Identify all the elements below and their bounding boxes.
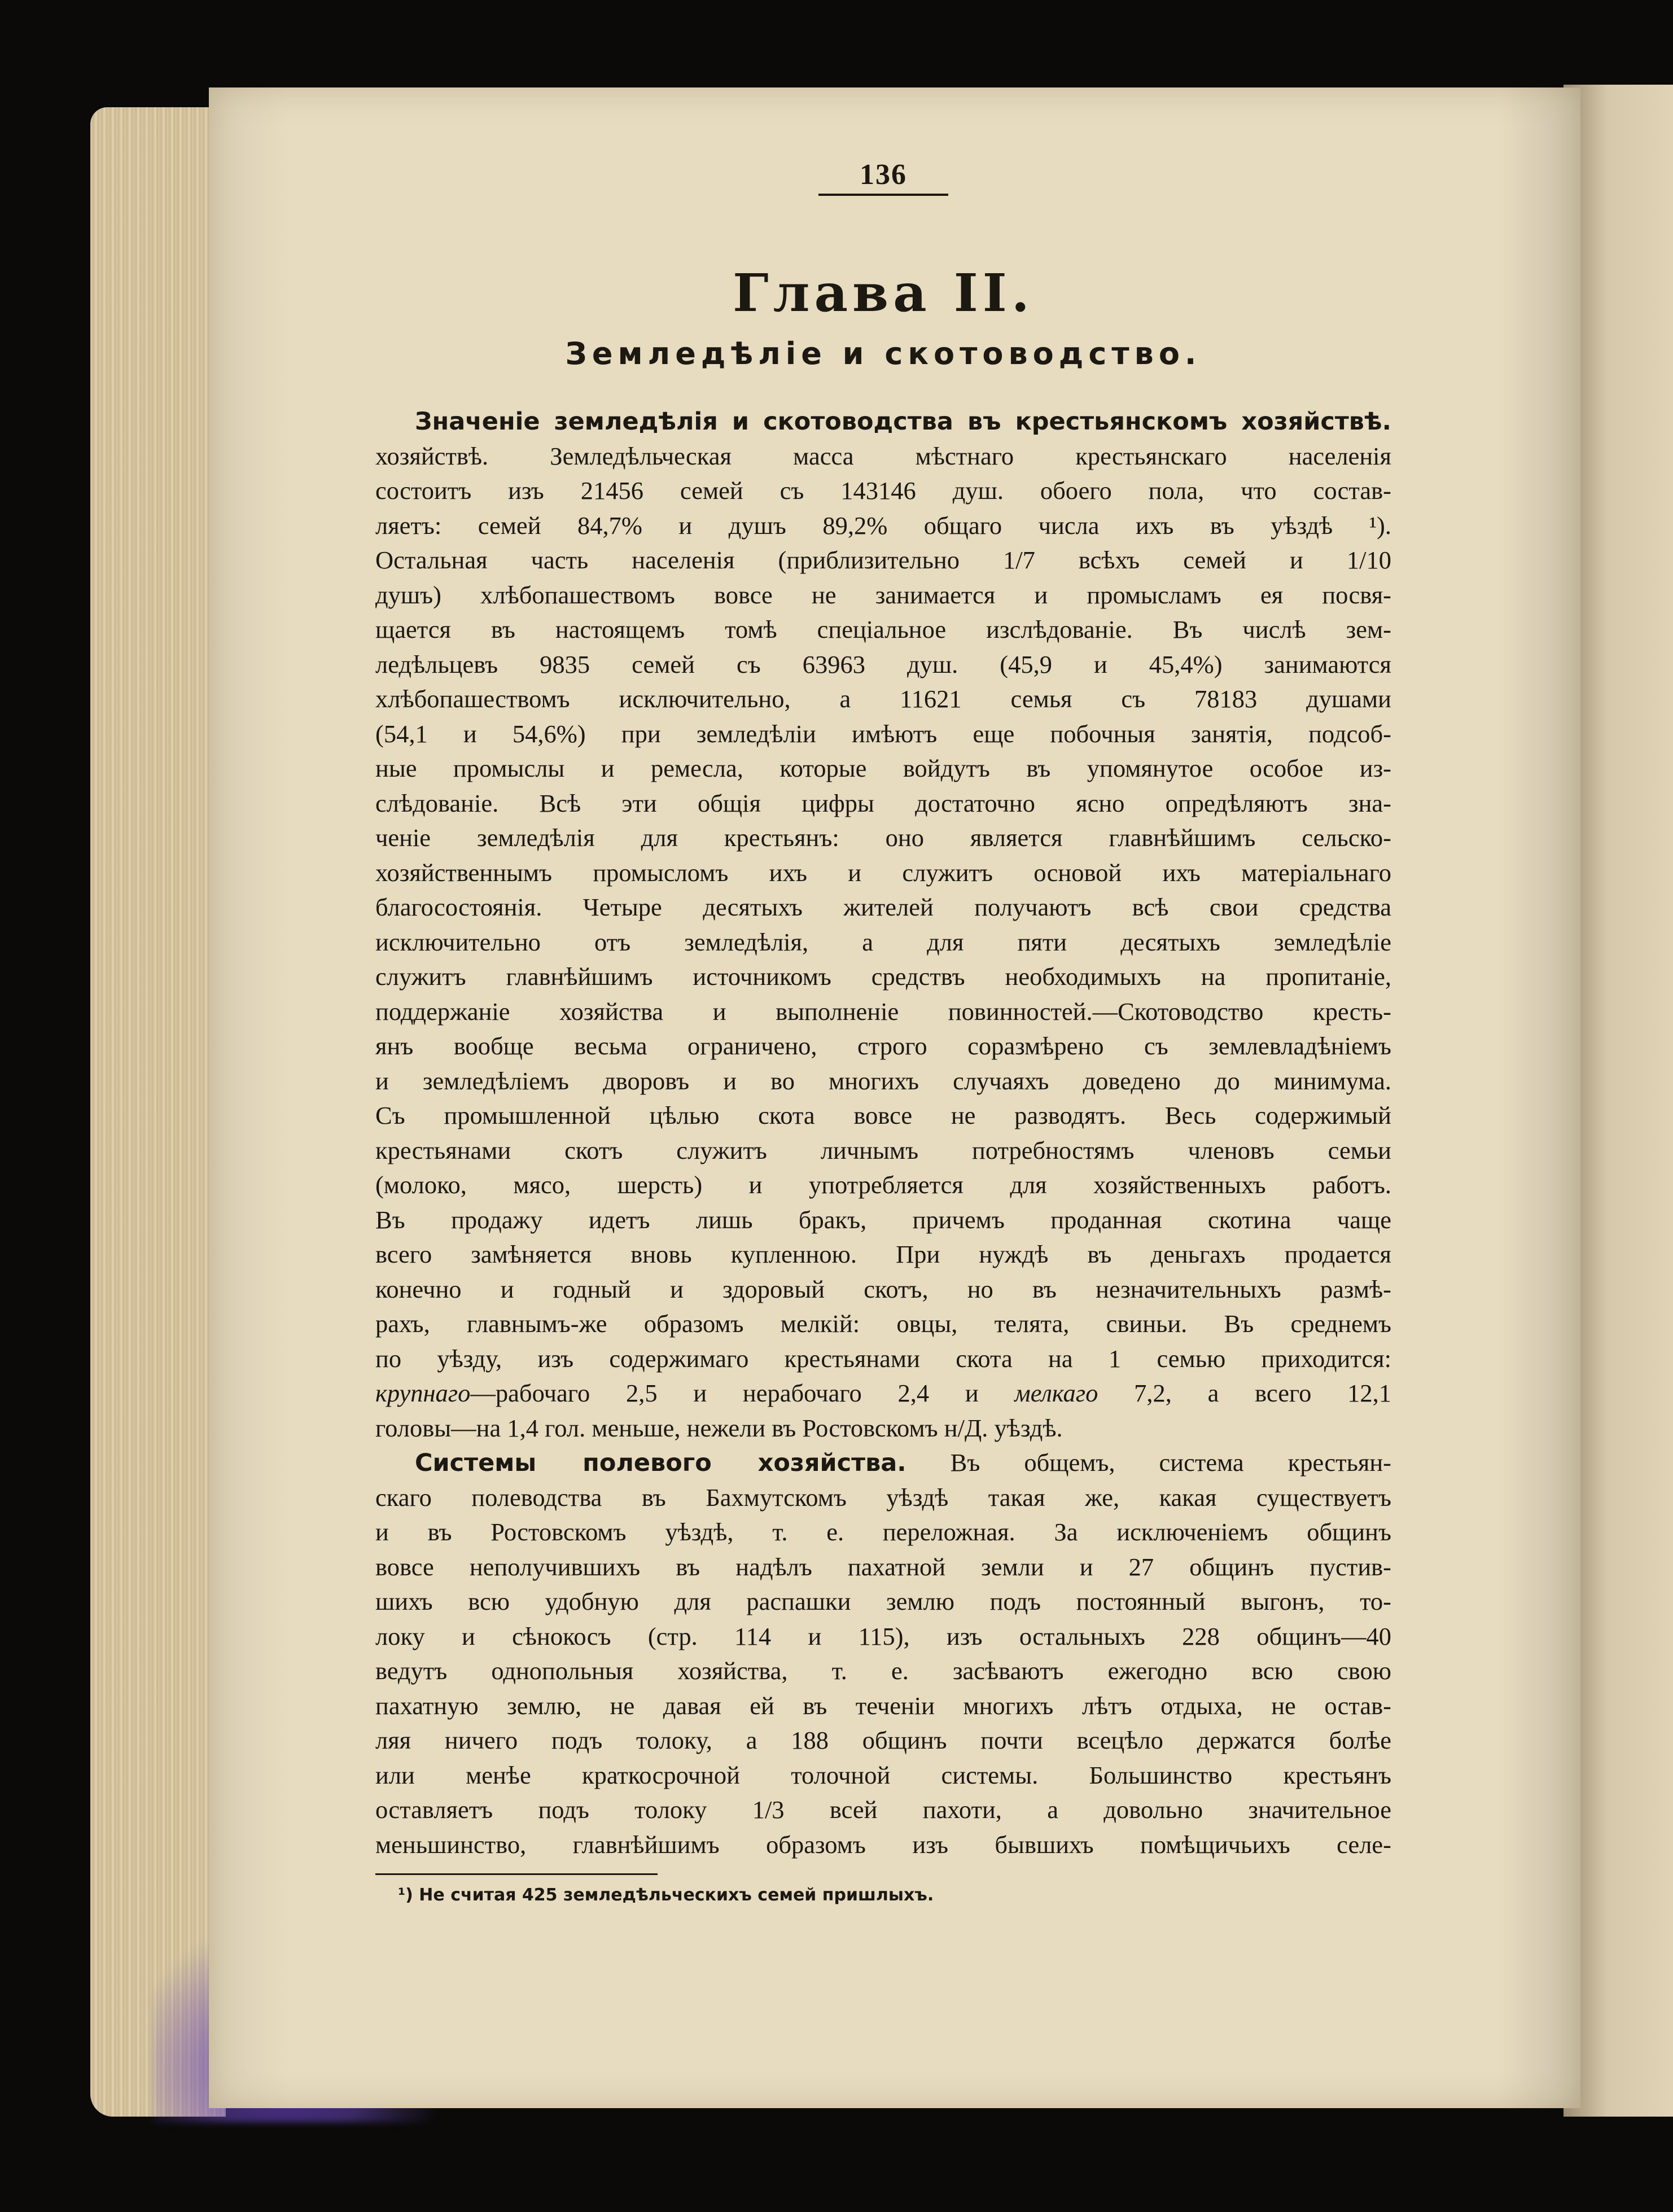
page-content [375,158,1391,1905]
text-line: ведутъ однопольныя хозяйства, т. е. засѣваютъ ежегодно всю свою [375,1657,1391,1685]
text-line: оставляетъ подъ толоку 1/3 всей пахоти, а довольно значительное [375,1795,1391,1824]
text-line: (молоко, мясо, шерсть) и употребляется для хозяйственныхъ работъ. [375,1171,1391,1199]
text-fragment: —рабочаго 2,5 и нерабочаго 2,4 и [470,1379,979,1407]
text-line: щается въ настоящемъ томѣ спеціальное изслѣдованіе. Въ числѣ зем- [375,615,1391,643]
italic-word: крупнаго [375,1379,471,1407]
page-number-rule [818,194,948,196]
text-line: рахъ, главнымъ-же образомъ мелкій: овцы, телята, свиньи. Въ среднемъ [375,1309,1391,1338]
text-line: или менѣе краткосрочной толочной системы. Большинство крестьянъ [375,1760,1391,1789]
section-heading: Значеніе земледѣлія и скотоводства въ крестьянскомъ хозяйствѣ. [415,408,1391,436]
text-line: ченіе земледѣлія для крестьянъ: оно является главнѣйшимъ сельско- [375,824,1391,852]
text-line: хлѣбопашествомъ исключительно, а 11621 семья съ 78183 душами [375,685,1391,713]
text-line: по уѣзду, изъ содержимаго крестьянами скота на 1 семью приходится: [375,1344,1391,1373]
chapter-heading: Глава II. [733,262,1034,323]
text-line: меньшинство, главнѣйшимъ образомъ изъ бывшихъ помѣщичьихъ селе- [375,1830,1391,1859]
section-heading-line [375,404,1391,439]
book-page-edges [90,107,226,2117]
body-text [375,404,1391,1862]
section-heading-line [375,1446,1391,1480]
text-line: (54,1 и 54,6%) при земледѣліи имѣютъ еще побочныя занятія, подсоб- [375,719,1391,748]
text-line: Съ промышленной цѣлью скота вовсе не разводятъ. Весь содержимый [375,1101,1391,1129]
text-line: пахатную землю, не давая ей въ теченіи многихъ лѣтъ отдыха, не остав- [375,1691,1391,1720]
text-line: благосостоянія. Четыре десятыхъ жителей получаютъ всѣ свои средства [375,893,1391,921]
text-line: душъ) хлѣбопашествомъ вовсе не занимается и промысламъ ея посвя- [375,580,1391,609]
text-line: исключительно отъ земледѣлія, а для пяти десятыхъ земледѣліе [375,927,1391,956]
italic-word: мелкаго [1014,1379,1098,1407]
text-line: головы—на 1,4 гол. меньше, нежели въ Ростовскомъ н/Д. уѣздѣ. [375,1413,1063,1442]
text-line: поддержаніе хозяйства и выполненіе повинностей.—Скотоводство кресть- [375,997,1391,1026]
text-line: локу и сѣнокосъ (стр. 114 и 115), изъ остальныхъ 228 общинъ—40 [375,1622,1391,1650]
text-line: хозяйствѣ. Земледѣльческая масса мѣстнаго крестьянскаго населенія [375,441,1391,470]
footnote: ¹) Не считая 425 земледѣльческихъ семей пришлыхъ. [398,1885,934,1905]
text-fragment: 7,2, а всего 12,1 [1134,1379,1391,1407]
text-line: вовсе неполучившихъ въ надѣлъ пахатной земли и 27 общинъ пустив- [375,1552,1391,1581]
text-line: Остальная часть населенія (приблизительно 1/7 всѣхъ семей и 1/10 [375,546,1391,574]
footnote-rule [375,1873,658,1875]
text-line: янъ вообще весьма ограничено, строго соразмѣрено съ землевладѣніемъ [375,1032,1391,1060]
text-line: крестьянами скотъ служитъ личнымъ потребностямъ членовъ семьи [375,1136,1391,1164]
text-line: конечно и годный и здоровый скотъ, но въ незначительныхъ размѣ- [375,1274,1391,1303]
text-line: слѣдованіе. Всѣ эти общія цифры достаточно ясно опредѣляютъ зна- [375,789,1391,817]
text-line: и въ Ростовскомъ уѣздѣ, т. е. переложная. За исключеніемъ общинъ [375,1518,1391,1546]
text-line: и земледѣліемъ дворовъ и во многихъ случаяхъ доведено до минимума. [375,1066,1391,1095]
text-line: всего замѣняется вновь купленною. При нуждѣ въ деньгахъ продается [375,1240,1391,1268]
text-line: ледѣльцевъ 9835 семей съ 63963 душ. (45,9 и 45,4%) занимаются [375,650,1391,678]
text-fragment: Въ общемъ, система крестьян- [950,1448,1391,1477]
text-line: шихъ всю удобную для распашки землю подъ постоянный выгонъ, то- [375,1587,1391,1615]
text-line: ляетъ: семей 84,7% и душъ 89,2% общаго числа ихъ въ уѣздѣ ¹). [375,511,1391,540]
text-line: ные промыслы и ремесла, которые войдутъ въ упомянутое особое из- [375,754,1391,782]
text-line: состоитъ изъ 21456 семей съ 143146 душ. обоего пола, что состав- [375,476,1391,505]
text-line: хозяйственнымъ промысломъ ихъ и служитъ основой ихъ матеріальнаго [375,858,1391,887]
page-number: 136 [860,159,907,191]
section-heading: Системы полевого хозяйства. [415,1449,906,1477]
text-line: скаго полеводства въ Бахмутскомъ уѣздѣ такая же, какая существуетъ [375,1483,1391,1512]
text-line: ляя ничего подъ толоку, а 188 общинъ почти всецѣло держатся болѣе [375,1726,1391,1754]
text-line [375,1376,1391,1411]
text-line: служитъ главнѣйшимъ источникомъ средствъ необходимыхъ на пропитаніе, [375,962,1391,991]
chapter-subtitle: Земледѣліе и скотоводство. [565,336,1202,371]
text-line: Въ продажу идетъ лишь бракъ, причемъ проданная скотина чаще [375,1205,1391,1234]
